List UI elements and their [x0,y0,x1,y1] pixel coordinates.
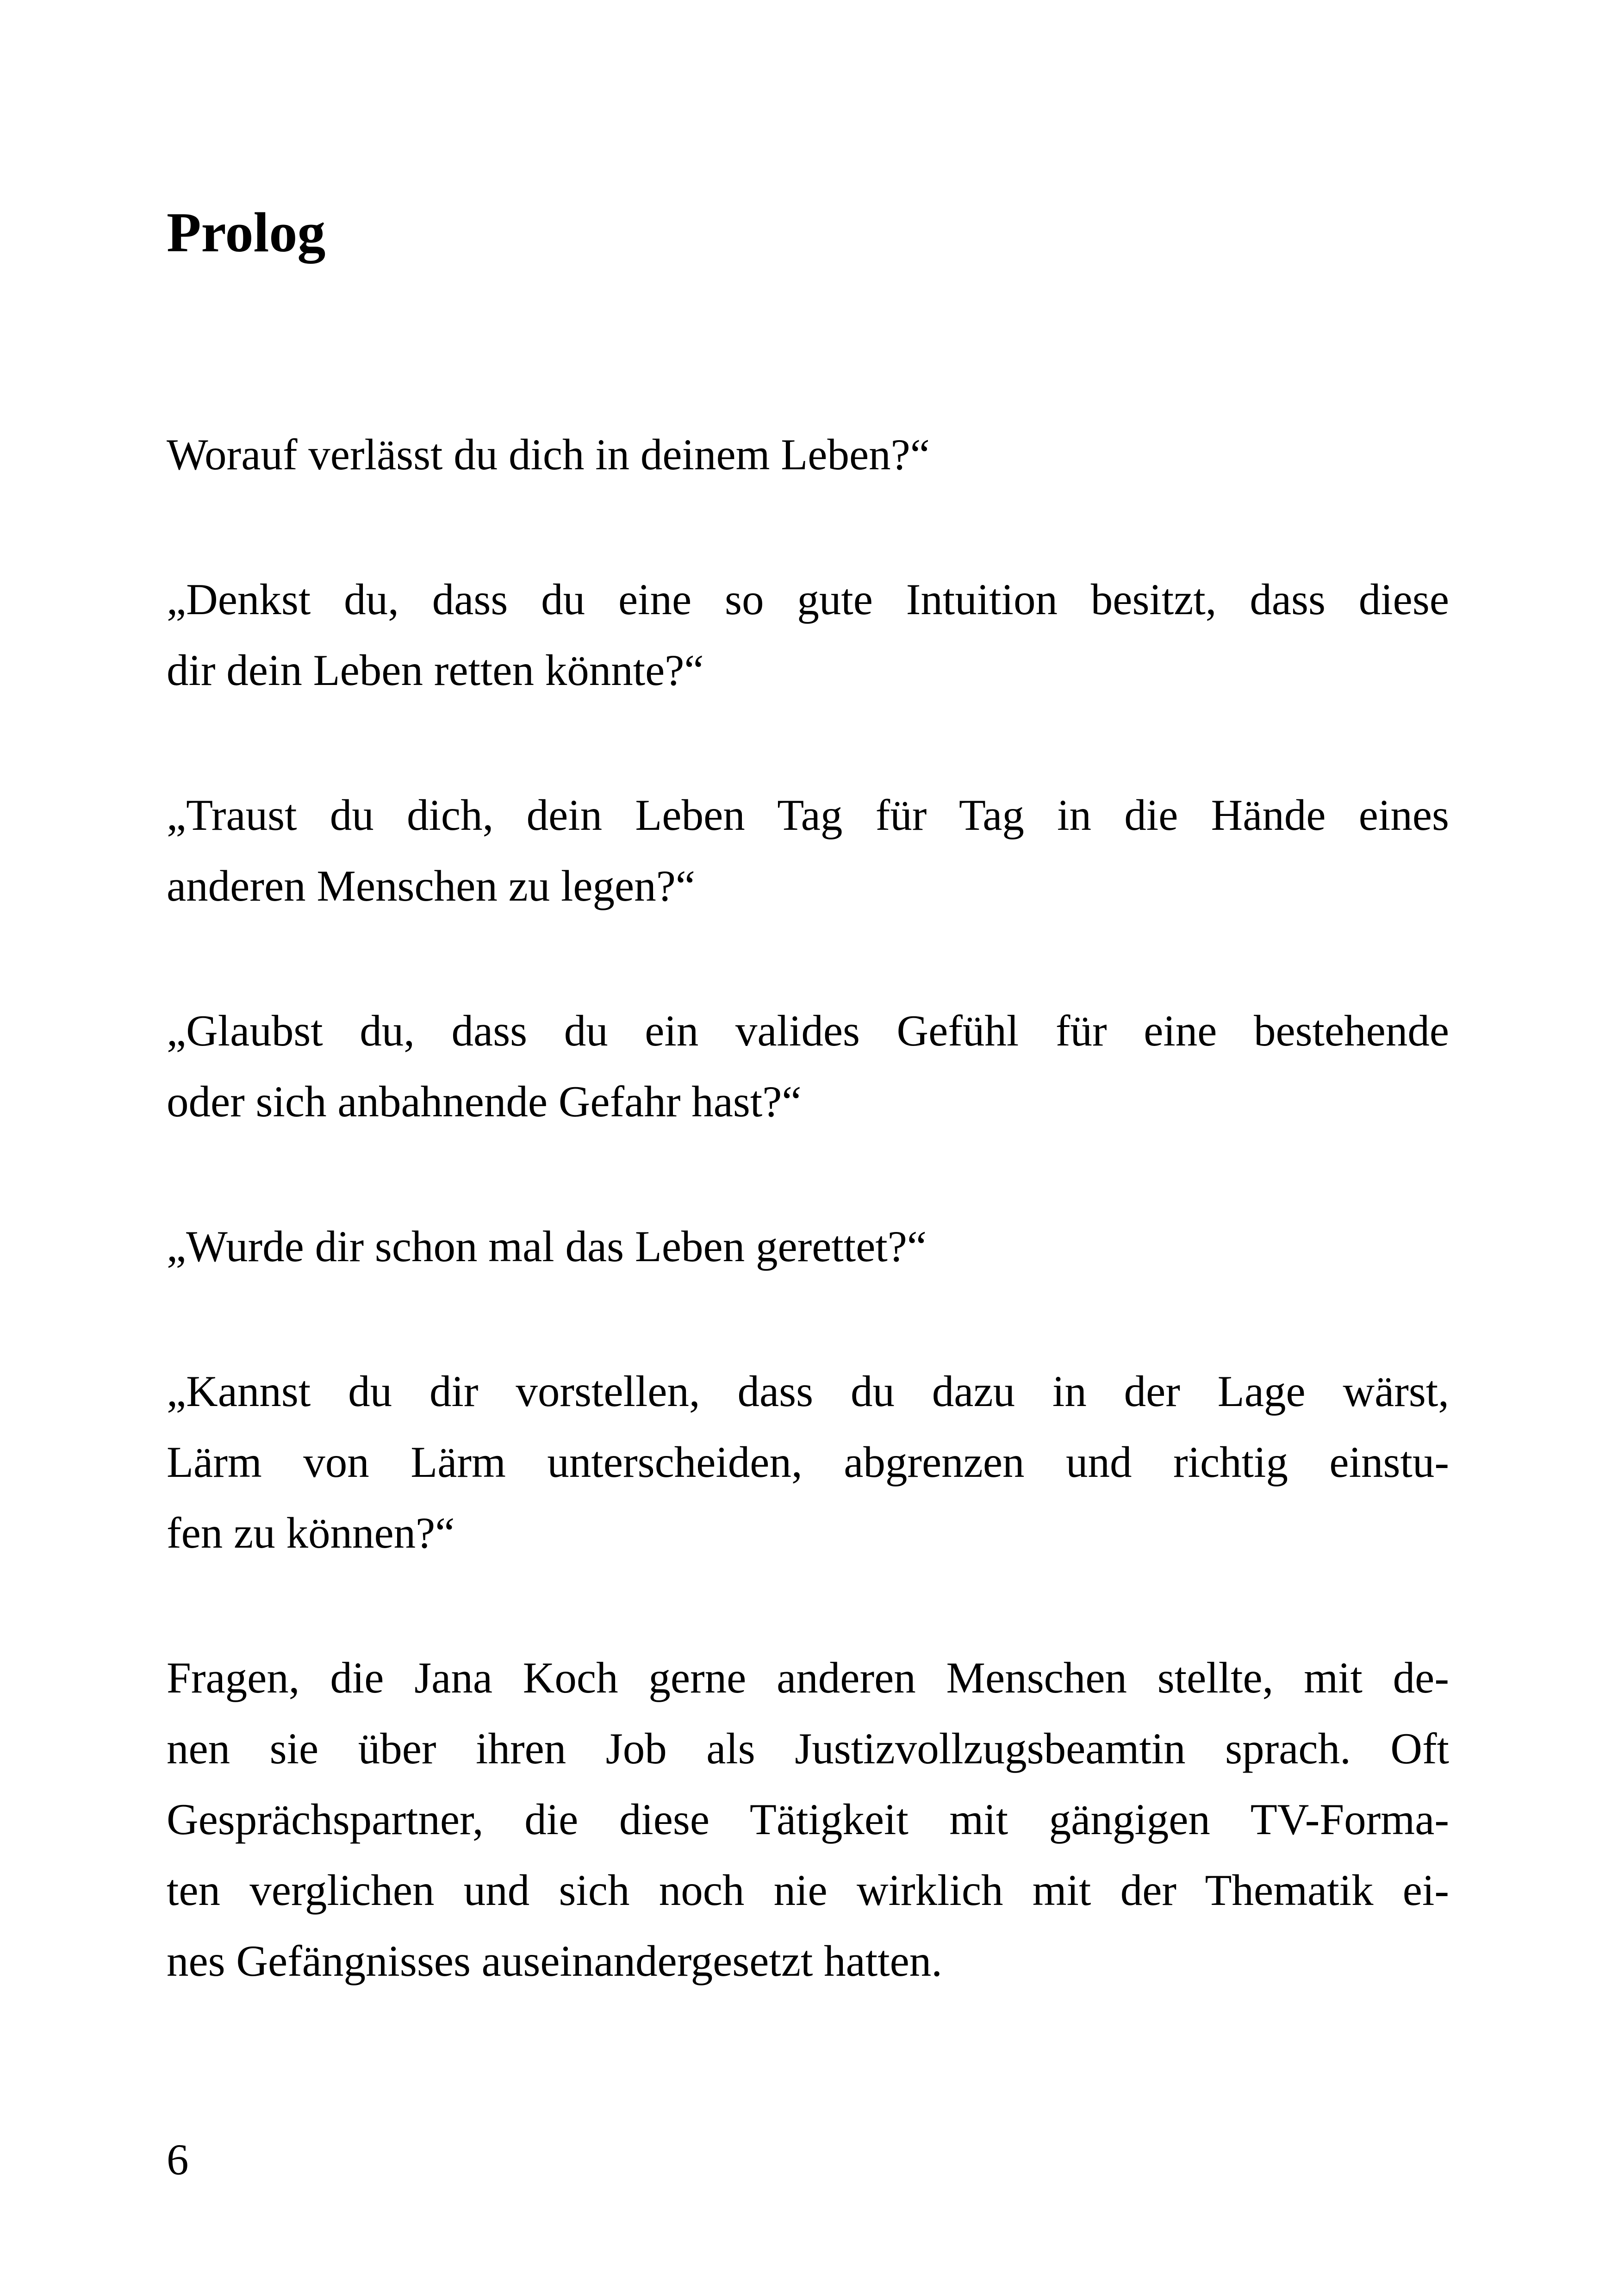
paragraph-line: „Denkst du, dass du eine so gute Intuition besitzt, dass diese [167,575,1449,624]
paragraph-line: Gesprächspartner, die diese Tätigkeit mit gängigen TV-Forma- [167,1795,1449,1844]
paragraph [167,1643,1449,1997]
paragraph-line: nes Gefängnisses auseinandergesetzt hatten. [167,1936,942,1986]
paragraph [167,780,1449,921]
page-content [167,419,1449,1997]
paragraph-line: Fragen, die Jana Koch gerne anderen Menschen stellte, mit de- [167,1653,1449,1703]
paragraph-line: „Kannst du dir vorstellen, dass du dazu in der Lage wärst, [167,1367,1449,1416]
paragraph [167,1356,1449,1568]
paragraph [167,1211,1449,1282]
paragraph-line: dir dein Leben retten könnte?“ [167,646,704,695]
paragraph-line: Lärm von Lärm unterscheiden, abgrenzen und richtig einstu- [167,1437,1449,1487]
paragraph [167,996,1449,1137]
paragraph-line: nen sie über ihren Job als Justizvollzugsbeamtin sprach. Oft [167,1724,1449,1773]
paragraph-line: „Traust du dich, dein Leben Tag für Tag in die Hände eines [167,790,1449,840]
paragraph-line: anderen Menschen zu legen?“ [167,861,696,911]
paragraph-line: „Wurde dir schon mal das Leben gerettet?“ [167,1222,927,1271]
paragraph-line: ten verglichen und sich noch nie wirklich mit der Thematik ei- [167,1866,1449,1915]
page-number: 6 [167,2135,189,2184]
paragraph [167,564,1449,706]
page-title: Prolog [167,201,326,264]
paragraph-line: oder sich anbahnende Gefahr hast?“ [167,1077,802,1126]
paragraph [167,419,1449,490]
paragraph-line: Worauf verlässt du dich in deinem Leben?“ [167,430,930,479]
paragraph-line: „Glaubst du, dass du ein valides Gefühl für eine bestehende [167,1006,1449,1056]
paragraph-line: fen zu können?“ [167,1508,455,1558]
